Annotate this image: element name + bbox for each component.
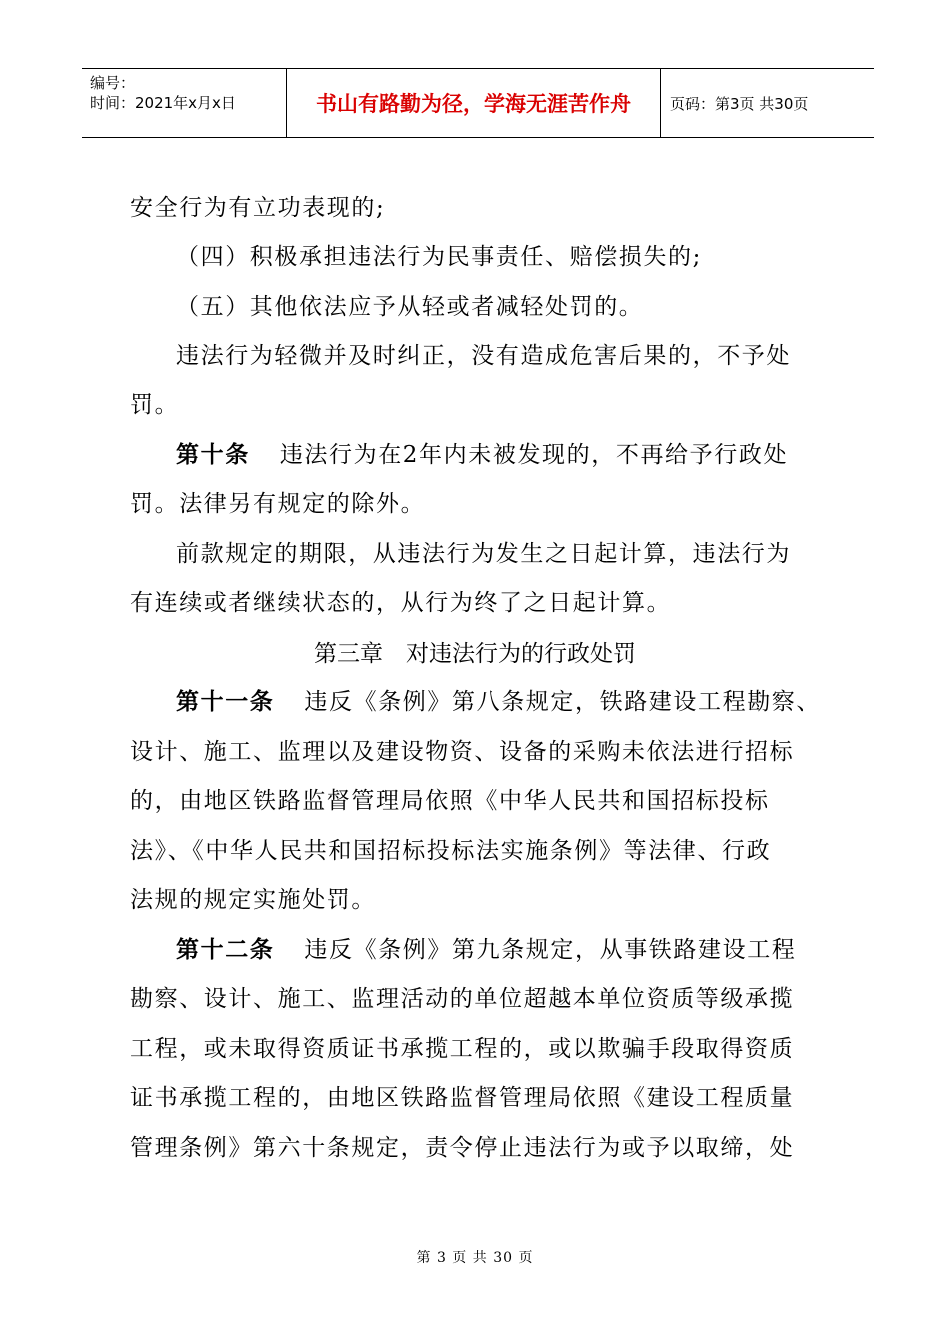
- header-page-number: 页码：第3页 共30页: [670, 94, 809, 113]
- body-line: 工程，或未取得资质证书承揽工程的，或以欺骗手段取得资质: [130, 1036, 795, 1062]
- article-12-heading: 第十二条: [176, 936, 275, 963]
- body-line: 证书承揽工程的，由地区铁路监督管理局依照《建设工程质量: [130, 1085, 795, 1111]
- body-line: （四）积极承担违法行为民事责任、赔偿损失的;: [176, 244, 702, 270]
- body-line: 设计、施工、监理以及建设物资、设备的采购未依法进行招标: [130, 739, 795, 765]
- body-line: 罚。: [130, 392, 180, 418]
- body-line: 违法行为在2年内未被发现的，不再给予行政处: [279, 442, 789, 468]
- page-header: [82, 68, 874, 138]
- body-line: 法规的规定实施处罚。: [130, 887, 376, 913]
- body-line: 的，由地区铁路监督管理局依照《中华人民共和国招标投标: [130, 788, 770, 814]
- article-10-heading: 第十条: [176, 441, 250, 468]
- header-motto: 书山有路勤为径，学海无涯苦作舟: [316, 92, 631, 116]
- header-divider-right: [660, 69, 661, 137]
- body-line: （五）其他依法应予从轻或者减轻处罚的。: [176, 294, 644, 320]
- body-line: 安全行为有立功表现的;: [130, 195, 386, 221]
- body-line: 前款规定的期限，从违法行为发生之日起计算，违法行为: [176, 541, 791, 567]
- header-meta: [90, 73, 286, 113]
- body-line: 法》、《中华人民共和国招标投标法实施条例》等法律、行政: [130, 838, 772, 864]
- body-line: 管理条例》第六十条规定，责令停止违法行为或予以取缔，处: [130, 1135, 795, 1161]
- article-11-paragraph: [176, 687, 821, 717]
- body-line: 违反《条例》第八条规定，铁路建设工程勘察、: [304, 689, 822, 715]
- page-footer: 第 3 页 共 30 页: [416, 1250, 534, 1266]
- article-12-paragraph: [176, 935, 796, 965]
- article-11-heading: 第十一条: [176, 688, 275, 715]
- body-line: 有连续或者继续状态的，从行为终了之日起计算。: [130, 590, 672, 616]
- body-line: 违反《条例》第九条规定，从事铁路建设工程: [304, 937, 797, 963]
- chapter-title: 第三章 对违法行为的行政处罚: [314, 641, 636, 667]
- body-line: 违法行为轻微并及时纠正，没有造成危害后果的，不予处: [176, 343, 791, 369]
- body-line: 勘察、设计、施工、监理活动的单位超越本单位资质等级承揽: [130, 986, 795, 1012]
- document-number-label: 编号：: [90, 74, 136, 92]
- body-line: 罚。法律另有规定的除外。: [130, 491, 426, 517]
- document-date-label: 时间：2021年x月x日: [90, 94, 236, 112]
- article-10-paragraph: [176, 440, 788, 470]
